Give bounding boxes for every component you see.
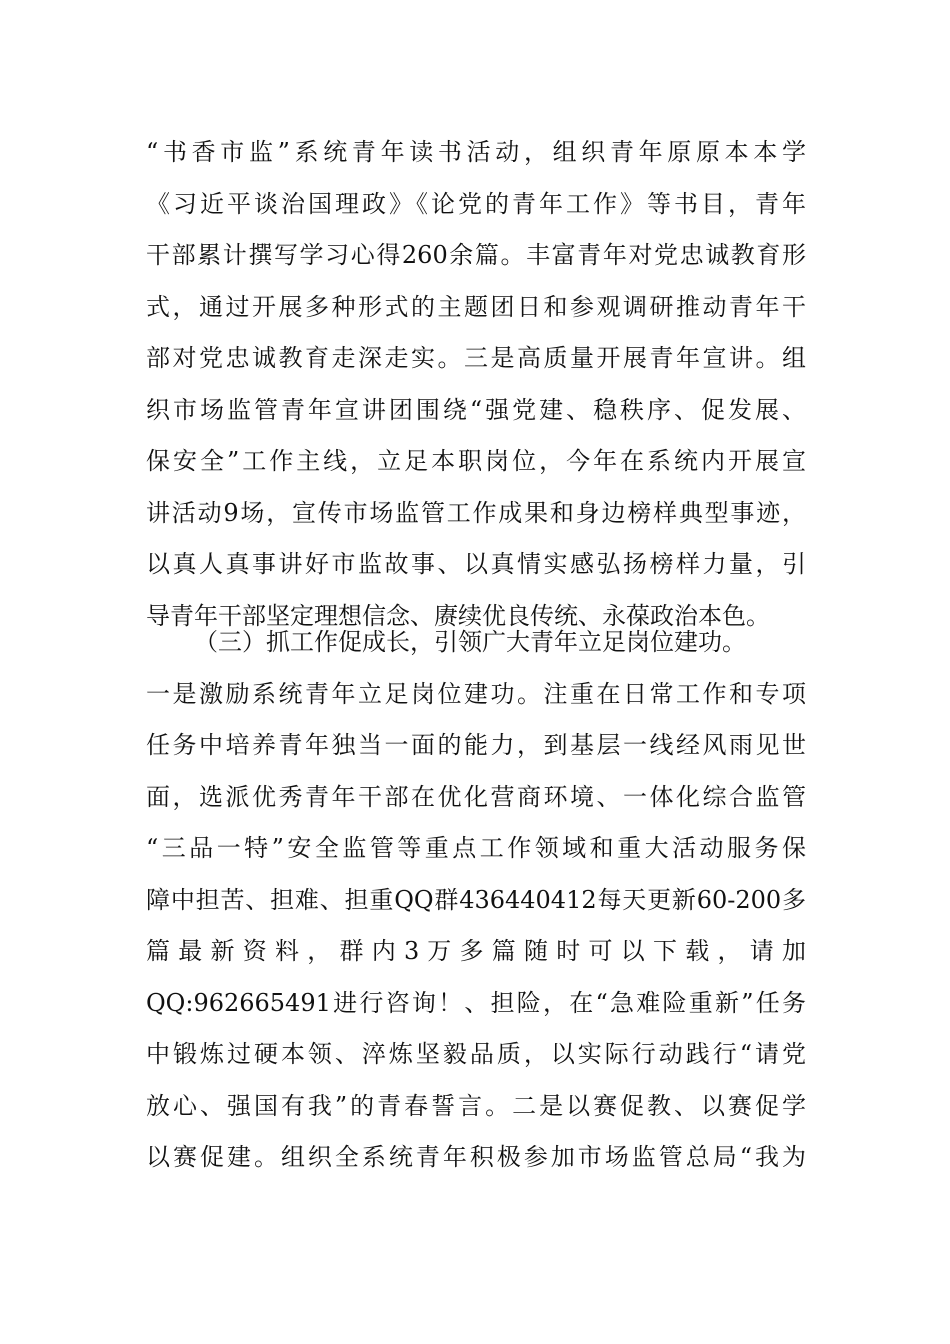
text-line: 部对党忠诚教育走深走实。三是高质量开展青年宣讲。组 [146,344,806,372]
text-line: 障中担苦、担难、担重QQ群436440412每天更新60-200多 [146,885,806,914]
text-line: 放心、强国有我”的青春誓言。二是以赛促教、以赛促学 [146,1091,806,1120]
text-line: 以赛促建。组织全系统青年积极参加市场监管总局“我为 [146,1143,806,1171]
text-line: 织市场监管青年宣讲团围绕“强党建、稳秩序、促发展、 [146,395,806,424]
text-line: 篇 最 新 资 料 ， 群 内 3 万 多 篇 随 时 可 以 下 载 ， 请 加 [146,937,806,965]
text-line: 《习近平谈治国理政》《论党的青年工作》等书目，青年 [146,189,806,218]
text-line: 任务中培养青年独当一面的能力，到基层一线经风雨见世 [146,731,806,759]
text-line: 以真人真事讲好市监故事、以真情实感弘扬榜样力量，引 [146,550,806,578]
text-line: 干部累计撰写学习心得260余篇。丰富青年对党忠诚教育形 [146,241,806,269]
text-line: 式，通过开展多种形式的主题团日和参观调研推动青年干 [146,292,806,321]
text-line: “三品一特”安全监管等重点工作领域和重大活动服务保 [146,834,806,862]
text-line: 面，选派优秀青年干部在优化营商环境、一体化综合监管 [146,782,806,811]
paragraph-youth-education [146,127,806,642]
text-line: 一是激励系统青年立足岗位建功。注重在日常工作和专项 [146,679,806,708]
text-line: QQ:962665491进行咨询！、担险，在“急难险重新”任务 [146,988,806,1017]
section-heading-line: （三）抓工作促成长，引领广大青年立足岗位建功。 [194,628,746,656]
text-line: 中锻炼过硬本领、淬炼坚毅品质，以实际行动践行“请党 [146,1040,806,1068]
text-line: “书香市监”系统青年读书活动，组织青年原原本本学 [146,138,806,166]
text-line: 保安全”工作主线，立足本职岗位，今年在系统内开展宣 [146,447,806,475]
paragraph-work-growth [146,617,806,1184]
text-line: 讲活动9场，宣传市场监管工作成果和身边榜样典型事迹， [146,498,806,527]
text-line: 导青年干部坚定理想信念、赓续优良传统、永葆政治本色。 [146,601,770,630]
